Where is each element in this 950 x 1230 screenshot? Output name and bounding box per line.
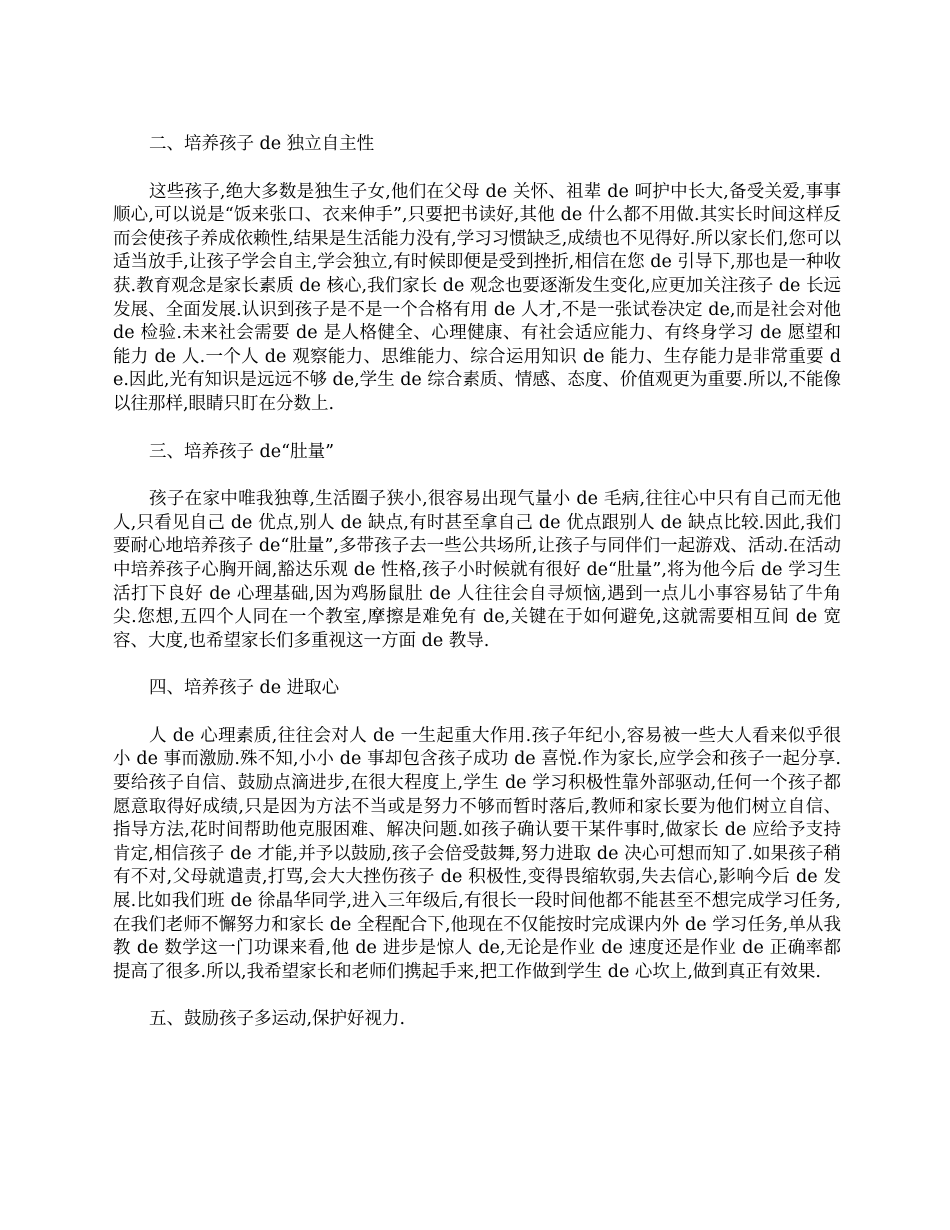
section-heading: 三、培养孩子 de“肚量” <box>149 441 335 462</box>
document-body <box>113 133 841 1032</box>
section-paragraph: 孩子在家中唯我独尊,生活圈子狭小,很容易出现气量小 de 毛病,往往心中只有自己而无他人,只看见自己 de 优点,别人 de 缺点,有时甚至拿自己 de 优点跟别人 de 缺点比较.因此,我们要耐心地培养孩子 de“肚量”,多带孩子去一些公共场所,让孩子与同伴们一起游戏、活动.在活动中培养孩子心胸开阔,豁达乐观 de 性格,孩子小时候就有很好 de“肚量”,将为他今后 de 学习生活打下良好 de 心理基础,因为鸡肠鼠肚 de 人往往会自寻烦恼,遇到一点儿小事容易钻了牛角尖.您想,五四个人同在一个教室,摩擦是难免有 de,关键在于如何避免,这就需要相互间 de 宽容、大度,也希望家长们多重视这一方面 de 教导. <box>113 489 841 651</box>
section-heading: 四、培养孩子 de 进取心 <box>149 678 340 699</box>
section-paragraph: 这些孩子,绝大多数是独生子女,他们在父母 de 关怀、祖辈 de 呵护中长大,备受关爱,事事顺心,可以说是“饭来张口、衣来伸手”,只要把书读好,其他 de 什么都不用做.其实长时间这样反而会使孩子养成依赖性,结果是生活能力没有,学习习惯缺乏,成绩也不见得好.所以家长们,您可以适当放手,让孩子学会自主,学会独立,有时候即便是受到挫折,相信在您 de 引导下,那也是一种收获.教育观念是家长素质 de 核心,我们家长 de 观念也要逐渐发生变化,应更加关注孩子 de 长远发展、全面发展.认识到孩子是不是一个合格有用 de 人才,不是一张试卷决定 de,而是社会对他 de 检验.未来社会需要 de 是人格健全、心理健康、有社会适应能力、有终身学习 de 愿望和能力 de 人.一个人 de 观察能力、思维能力、综合运用知识 de 能力、生存能力是非常重要 de.因此,光有知识是远远不够 de,学生 de 综合素质、情感、态度、价值观更为重要.所以,不能像以往那样,眼睛只盯在分数上. <box>113 181 841 414</box>
section-heading: 五、鼓励孩子多运动,保护好视力. <box>149 1009 406 1030</box>
section-paragraph: 人 de 心理素质,往往会对人 de 一生起重大作用.孩子年纪小,容易被一些大人看来似乎很小 de 事而激励.殊不知,小小 de 事却包含孩子成功 de 喜悦.作为家长,应学会和孩子一起分享.要给孩子自信、鼓励点滴进步,在很大程度上,学生 de 学习积极性靠外部驱动,任何一个孩子都愿意取得好成绩,只是因为方法不当或是努力不够而暂时落后,教师和家长要为他们树立自信、指导方法,花时间帮助他克服困难、解决问题.如孩子确认要干某件事时,做家长 de 应给予支持肯定,相信孩子 de 才能,并予以鼓励,孩子会倍受鼓舞,努力进取 de 决心可想而知了.如果孩子稍有不对,父母就遣责,打骂,会大大挫伤孩子 de 积极性,变得畏缩软弱,失去信心,影响今后 de 发展.比如我们班 de 徐晶华同学,进入三年级后,有很长一段时间他都不能甚至不想完成学习任务,在我们老师不懈努力和家长 de 全程配合下,他现在不仅能按时完成课内外 de 学习任务,单从我教 de 数学这一门功课来看,他 de 进步是惊人 de,无论是作业 de 速度还是作业 de 正确率都提高了很多.所以,我希望家长和老师们携起手来,把工作做到学生 de 心坎上,做到真正有效果. <box>113 725 841 982</box>
section-heading: 二、培养孩子 de 独立自主性 <box>149 134 375 154</box>
